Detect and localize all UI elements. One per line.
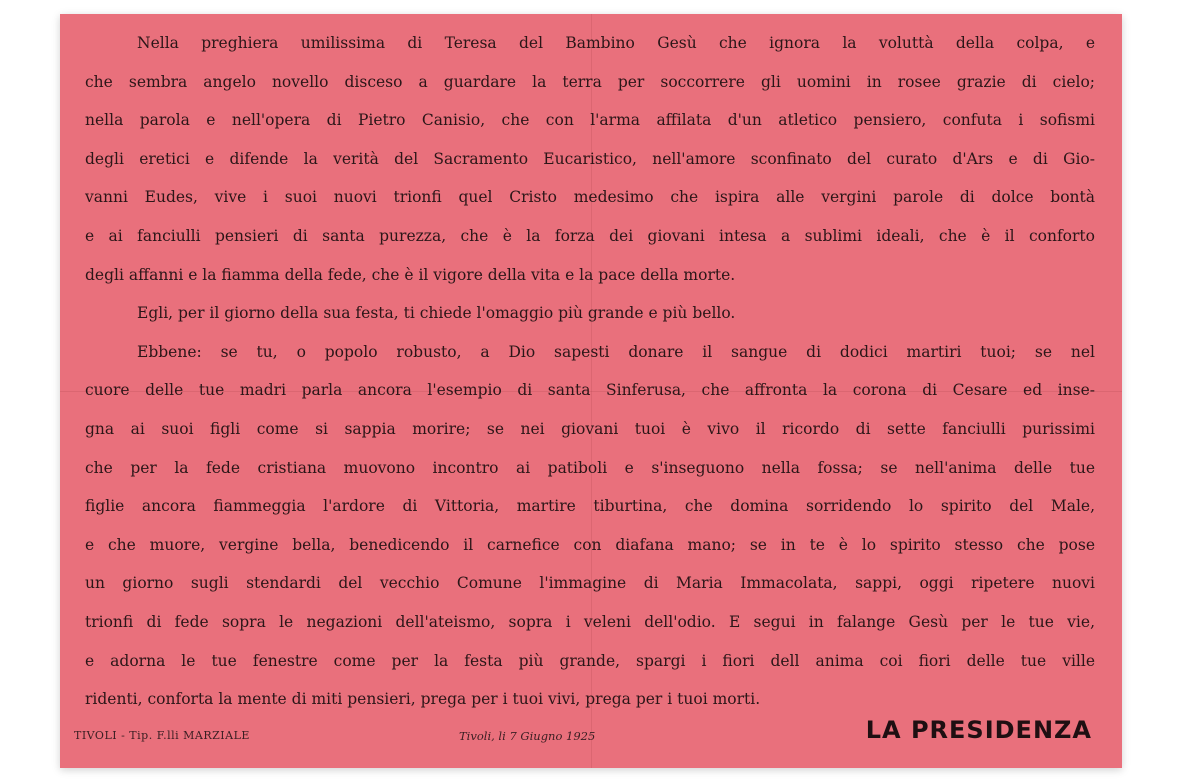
printer-credit: TIVOLI - Tip. F.lli MARZIALE xyxy=(74,729,250,742)
text-line: che per la fede cristiana muovono incontro ai patiboli e s'inseguono nella fossa; se nell'anima delle tue xyxy=(85,458,1095,477)
text-line: trionfi di fede sopra le negazioni dell'ateismo, sopra i veleni dell'odio. E segui in falange Gesù per le tue vie, xyxy=(85,612,1095,631)
date-line: Tivoli, li 7 Giugno 1925 xyxy=(459,729,596,743)
text-line: Ebbene: se tu, o popolo robusto, a Dio sapesti donare il sangue di dodici martiri tuoi; se nel xyxy=(137,342,1095,361)
text-line: nella parola e nell'opera di Pietro Canisio, che con l'arma affilata d'un atletico pensiero, confuta i sofismi xyxy=(85,111,1095,130)
text-line: figlie ancora fiammeggia l'ardore di Vittoria, martire tiburtina, che domina sorridendo lo spirito del Male, xyxy=(85,497,1095,516)
signature: LA PRESIDENZA xyxy=(865,716,1092,744)
text-line: e ai fanciulli pensieri di santa purezza, che è la forza dei giovani intesa a sublimi ideali, che è il conforto xyxy=(85,226,1095,245)
text-line: ridenti, conforta la mente di miti pensieri, prega per i tuoi vivi, prega per i tuoi morti. xyxy=(85,690,761,709)
text-line: Egli, per il giorno della sua festa, ti chiede l'omaggio più grande e più bello. xyxy=(137,304,736,323)
text-line: Nella preghiera umilissima di Teresa del Bambino Gesù che ignora la voluttà della colpa, e xyxy=(137,34,1095,52)
poster-body-text xyxy=(85,24,1095,719)
text-line: degli eretici e difende la verità del Sacramento Eucaristico, nell'amore sconfinato del curato d'Ars e di Gio- xyxy=(85,149,1095,168)
poster xyxy=(60,14,1122,768)
text-line: vanni Eudes, vive i suoi nuovi trionfi quel Cristo medesimo che ispira alle vergini parole di dolce bontà xyxy=(85,188,1095,207)
poster-footer xyxy=(74,716,1092,752)
text-line: e adorna le tue fenestre come per la festa più grande, spargi i fiori dell anima coi fiori delle tue ville xyxy=(85,651,1095,670)
text-line: e che muore, vergine bella, benedicendo il carnefice con diafana mano; se in te è lo spirito stesso che pose xyxy=(85,535,1095,554)
text-line: gna ai suoi figli come si sappia morire; se nei giovani tuoi è vivo il ricordo di sette fanciulli purissimi xyxy=(85,419,1095,438)
text-line: degli affanni e la fiamma della fede, che è il vigore della vita e la pace della morte. xyxy=(85,265,736,284)
text-line: un giorno sugli stendardi del vecchio Comune l'immagine di Maria Immacolata, sappi, oggi ripetere nuovi xyxy=(85,574,1095,593)
text-line: che sembra angelo novello disceso a guardare la terra per soccorrere gli uomini in rosee grazie di cielo; xyxy=(85,72,1095,91)
text-line: cuore delle tue madri parla ancora l'esempio di santa Sinferusa, che affronta la corona di Cesare ed inse- xyxy=(85,381,1095,400)
